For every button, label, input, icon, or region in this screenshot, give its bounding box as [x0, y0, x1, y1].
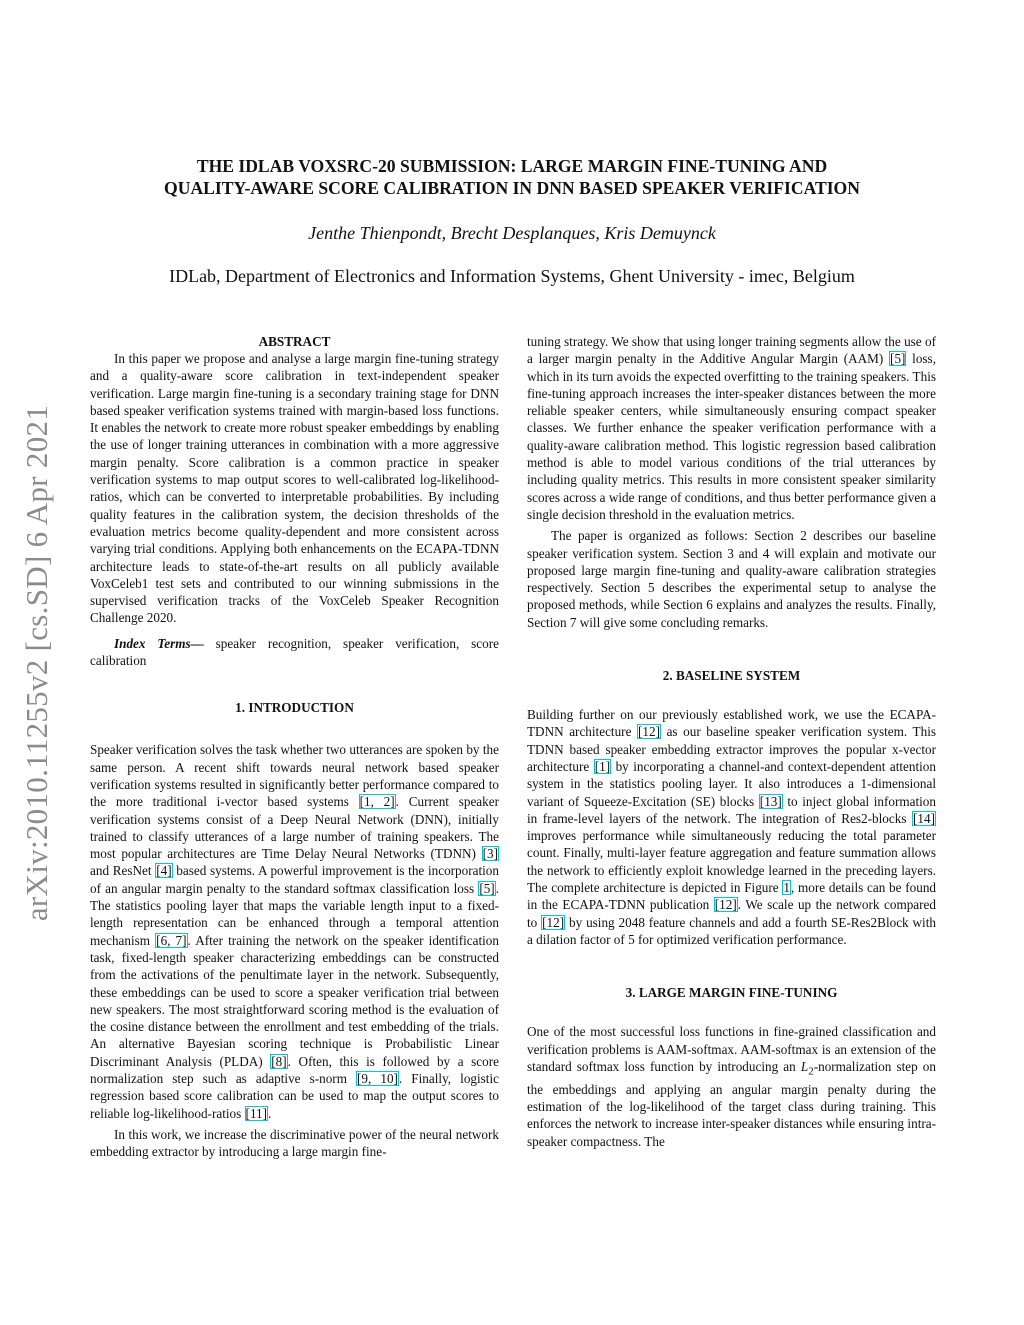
- introduction-heading: 1. INTRODUCTION: [235, 700, 354, 716]
- index-terms-text: speaker recognition, speaker verification, score calibration: [90, 635, 499, 669]
- title-line: QUALITY-AWARE SCORE CALIBRATION IN DNN BASED SPEAKER VERIFICATION: [164, 178, 860, 198]
- text: . Often, this is followed by a score normalization step such as adaptive s-norm: [90, 1053, 499, 1086]
- abstract-heading: ABSTRACT: [258, 334, 331, 349]
- text: . After training the network on the speaker identification task, fixed-length speaker characterizing embeddings can be constructed from the activations of the penultimate layer in the network. Subsequently, these embeddings can be used to score a speaker verification trial between new speakers. The most straightforward scoring method is the evaluation of the cosine distance between the enrollment and test embedding of the trials. An alternative Bayesian scoring technique is Probabilistic Linear Discriminant Analysis (PLDA): [90, 932, 499, 1069]
- arxiv-identifier: [8, 368, 66, 958]
- text: Building further on our previously established work, we use the ECAPA-TDNN architecture: [527, 707, 936, 740]
- affiliation: IDLab, Department of Electronics and Information Systems, Ghent University - imec, Belgium: [169, 266, 855, 286]
- text: , more details can be found in the ECAPA-TDNN publication: [527, 880, 937, 913]
- text: Speaker verification solves the task whether two utterances are spoken by the same person. A recent shift towards neural network based speaker verification systems resulted in significantly better performance compared to the more traditional i-vector based systems: [90, 742, 499, 810]
- paper-title: [80, 155, 944, 199]
- abstract-text: In this paper we propose and analyse a large margin fine-tuning strategy and a quality-aware score calibration in text-independent speaker verification. Large margin fine-tuning is a secondary training stage for DNN based speaker verification systems trained with margin-based loss functions. It enables the network to create more robust speaker embeddings by enabling the use of longer training utterances in combination with a more aggressive margin penalty. Score calibration is a common practice in speaker verification systems to map output scores to well-calibrated log-likelihood-ratios, which can be converted to interpretable probabilities. By including quality features in the calibration system, the decision thresholds of the evaluation metrics become quality-dependent and more consistent across varying trial conditions. Applying both enhancements on the ECAPA-TDNN architecture leads to state-of-the-art results on all publicly available VoxCeleb1 test sets and contributed to our winning submissions in the supervised verification tracks of the VoxCeleb Speaker Recognition Challenge 2020.: [90, 351, 499, 626]
- intro-paragraph-2-continued: [527, 333, 936, 523]
- citation-link[interactable]: [13]: [759, 793, 782, 809]
- text: One of the most successful loss functions in fine-grained classification and verification problems is AAM-softmax. AAM-softmax is an extension of the standard softmax loss function by introducing an: [527, 1024, 936, 1074]
- intro-paragraph-1: [90, 741, 499, 1122]
- text: . Finally, logistic regression based score calibration can be used to map the output scores to reliable log-likelihood-ratios: [90, 1070, 499, 1121]
- finetune-paragraph: [527, 1023, 936, 1150]
- citation-link[interactable]: [5]: [479, 880, 495, 896]
- text: loss, which in its turn avoids the expected overfitting to the training speakers. This fine-tuning approach increases the inter-speaker distances between the more reliable speaker centers, while simultaneously ensuring compact speaker classes. We further enhance the speaker verification performance with a quality-aware calibration method. This logistic regression based calibration method is able to model various conditions of the trial utterances by including quality metrics. This results in more consistent speaker similarity scores across a wide range of conditions, and thus better performance given a single decision threshold in the evaluation metrics.: [527, 351, 936, 522]
- baseline-heading: 2. BASELINE SYSTEM: [662, 668, 801, 684]
- citation-link[interactable]: [8]: [271, 1053, 287, 1069]
- citation-link[interactable]: [12]: [542, 914, 565, 930]
- citation-link[interactable]: [11]: [245, 1105, 268, 1121]
- citation-link[interactable]: [14]: [913, 810, 935, 826]
- citation-link[interactable]: [1]: [594, 758, 611, 774]
- text: -normalization step on the embeddings and applying an angular margin penalty during the estimation of the log-likelihood of the target class during training. This enforces the network to increase inter-speaker distances while ensuring intra-speaker compactness. The: [527, 1058, 936, 1149]
- title-line: THE IDLAB VOXSRC-20 SUBMISSION: LARGE MARGIN FINE-TUNING AND: [196, 156, 828, 176]
- citation-link[interactable]: [4]: [156, 863, 172, 879]
- text: by incorporating a channel-and context-dependent attention system in the statistics pooling layer. It also introduces a 1-dimensional variant of Squeeze-Excitation (SE) blocks: [527, 758, 936, 809]
- left-column: [90, 333, 499, 1160]
- citation-link[interactable]: [12]: [638, 724, 660, 740]
- index-terms-label: Index Terms—: [114, 635, 204, 651]
- text: to inject global information in frame-level layers of the network. The integration of Res2-blocks: [527, 793, 936, 826]
- text: . The statistics pooling layer that maps the variable length input to a fixed-length representation can be enhanced through a temporal attention mechanism: [90, 880, 499, 948]
- baseline-paragraph: [527, 706, 936, 948]
- arxiv-id-text: arXiv:2010.11255v2 [cs.SD] 6 Apr 2021: [19, 404, 54, 922]
- text: tuning strategy. We show that using longer training segments allow the use of a larger margin penalty in the Additive Angular Margin (AAM): [527, 334, 936, 367]
- text: and ResNet: [90, 863, 156, 879]
- text: . Current speaker verification systems consist of a Deep Neural Network (DNN), initially trained to classify utterances of a large number of training speakers. The most popular architectures are Time Delay Neural Networks (TDNN): [90, 794, 499, 862]
- math-symbol: L: [800, 1058, 809, 1074]
- citation-link[interactable]: [12]: [714, 897, 737, 913]
- text: based systems. A powerful improvement is the incorporation of an angular margin penalty to the standard softmax classification loss: [90, 863, 499, 896]
- text: as our baseline speaker verification system. This TDNN based speaker embedding extractor improves the popular x-vector architecture: [527, 724, 936, 774]
- citation-link[interactable]: [1, 2]: [359, 794, 395, 810]
- authors: Jenthe Thienpondt, Brecht Desplanques, Kris Demuynck: [308, 223, 716, 243]
- intro-paragraph-2: In this work, we increase the discriminative power of the neural network embedding extractor by introducing a large margin fine-: [90, 1126, 499, 1160]
- intro-paragraph-3: The paper is organized as follows: Section 2 describes our baseline speaker verification system. Section 3 and 4 will explain and motivate our proposed large margin fine-tuning and quality-aware calibration strategies respectively. Section 5 describes the experimental setup to analyse the proposed methods, while Section 6 explains and analyzes the results. Finally, Section 7 will give some concluding remarks.: [527, 528, 936, 630]
- finetune-heading: 3. LARGE MARGIN FINE-TUNING: [625, 985, 838, 1001]
- citation-link[interactable]: [3]: [482, 846, 498, 862]
- text: . We scale up the network compared to: [527, 897, 936, 930]
- text: improves performance while simultaneously reducing the total parameter count. Finally, multi-layer feature aggregation and feature summation allows the network to efficiently exploit knowledge learned in the preceding layers. The complete architecture is depicted in Figure: [527, 828, 936, 896]
- text: by using 2048 feature channels and add a fourth SE-Res2Block with a dilation factor of 5 for optimized verification performance.: [527, 914, 936, 947]
- index-terms: [90, 635, 499, 670]
- right-column: [527, 333, 936, 1150]
- math-subscript: 2: [808, 1065, 814, 1078]
- citation-link[interactable]: [9, 10]: [357, 1070, 398, 1086]
- citation-link[interactable]: [5]: [890, 351, 906, 367]
- text: .: [268, 1105, 272, 1121]
- figure-link[interactable]: 1: [783, 880, 790, 896]
- citation-link[interactable]: [6, 7]: [156, 932, 187, 948]
